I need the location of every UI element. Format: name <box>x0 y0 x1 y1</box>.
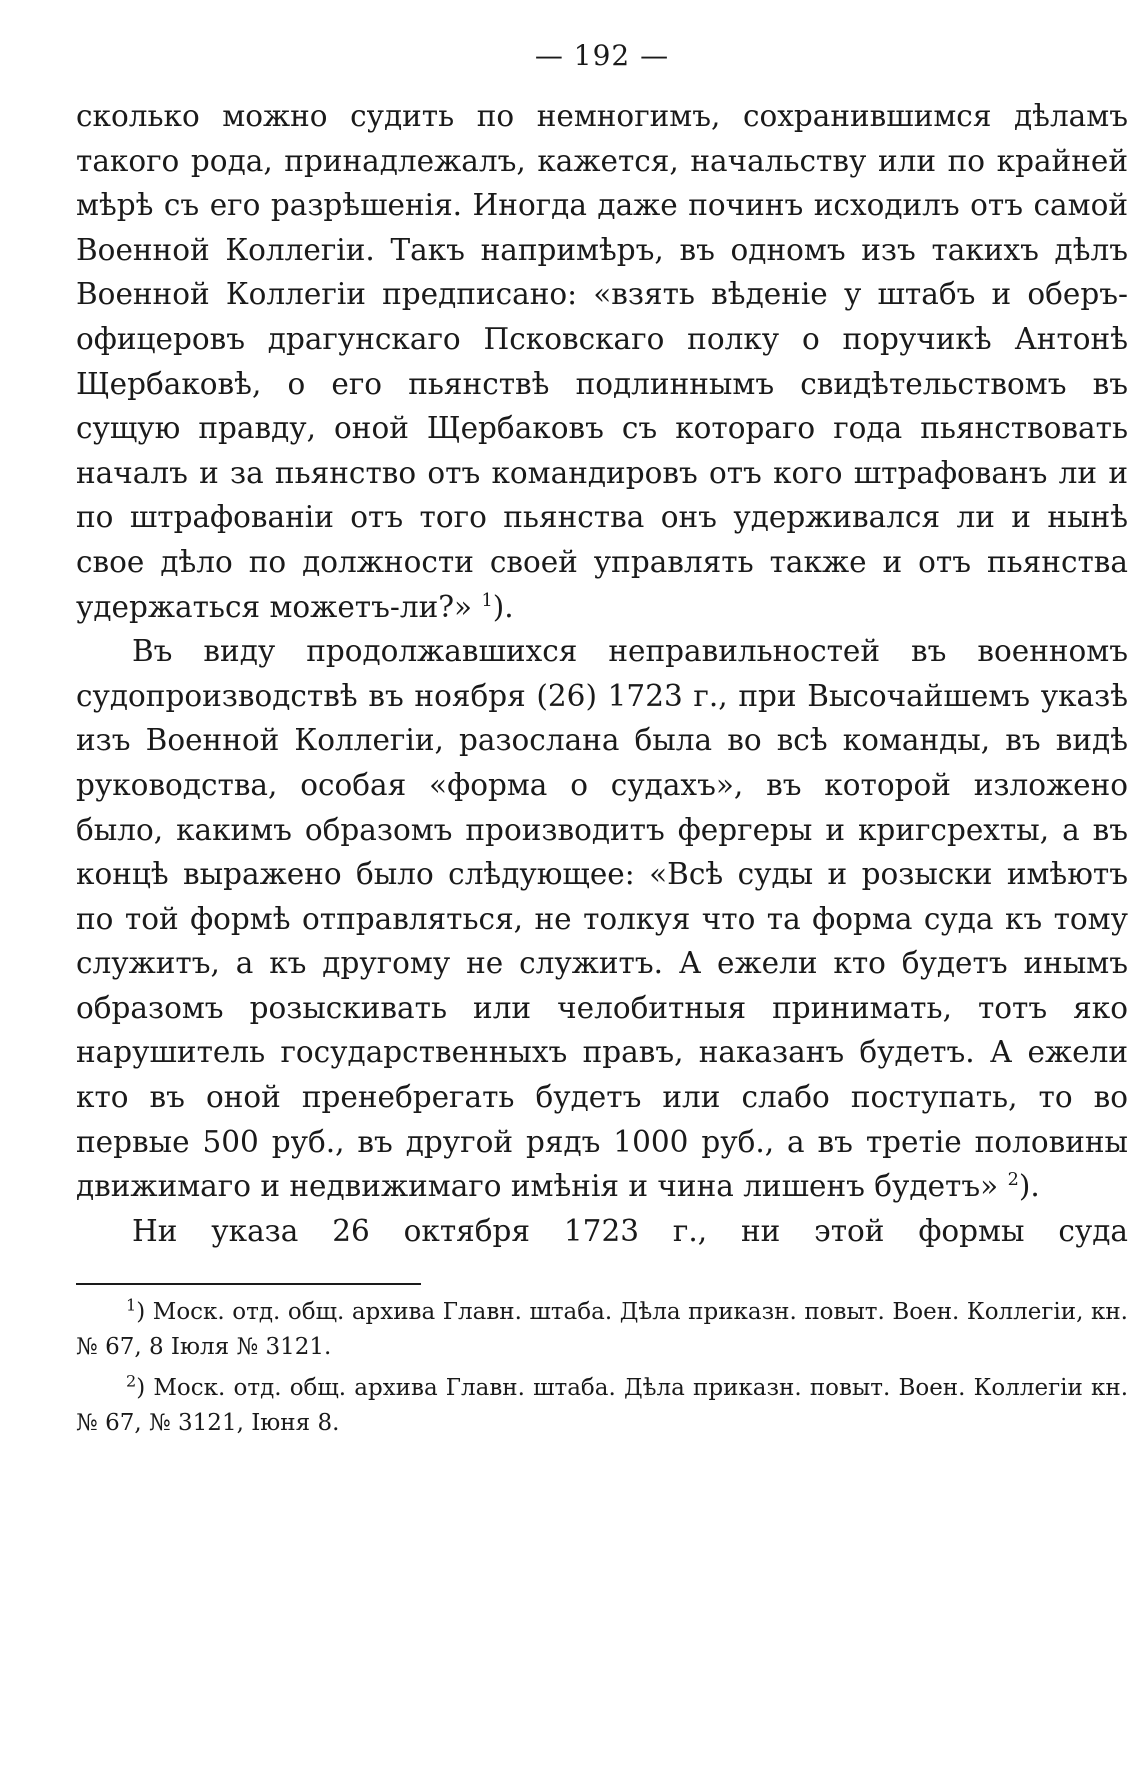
footnote-1-text: ) Моск. отд. общ. архива Главн. штаба. Дѣла приказн. повыт. Воен. Коллегіи, кн. № 67, 8 Іюля № 3121. <box>76 1299 1128 1361</box>
paragraph-1-text: сколько можно судить по немногимъ, сохранившимся дѣламъ такого рода, принадлежалъ, кажется, начальству или по крайней мѣрѣ съ его разрѣшенія. Иногда даже починъ исходилъ отъ самой Военной Коллегіи. Такъ напримѣръ, въ одномъ изъ такихъ дѣлъ Военной Коллегіи предписано: «взять вѣденіе у штабъ и оберъ-офицеровъ драгунскаго Псковскаго полку о поручикѣ Антонѣ Щербаковѣ, о его пьянствѣ подлиннымъ свидѣтельствомъ въ сущую правду, оной Щербаковъ съ котораго года пьянствовать началъ и за пьянство отъ командировъ отъ кого штрафованъ ли и по штрафованіи отъ того пьянства онъ удерживался ли и нынѣ свое дѣло по должности своей управлять также и отъ пьянства удержаться можетъ-ли?» <box>76 99 1128 624</box>
paragraph-1 <box>76 94 1128 629</box>
footnote-ref-2: 2 <box>1007 1170 1019 1191</box>
footnotes <box>76 1295 1128 1441</box>
paragraph-3-text: Ни указа 26 октября 1723 г., ни этой формы суда <box>132 1213 1128 1248</box>
footnote-ref-1: 1 <box>481 590 493 611</box>
footnote-2-text: ) Моск. отд. общ. архива Главн. штаба. Дѣла приказн. повыт. Воен. Коллегіи кн. № 67, № 3121, Іюня 8. <box>76 1375 1128 1437</box>
paragraph-3 <box>76 1209 1128 1254</box>
body-text <box>76 94 1128 1253</box>
paragraph-2-text: Въ виду продолжавшихся неправильностей въ военномъ судопроизводствѣ въ ноября (26) 1723 г., при Высочайшемъ указѣ изъ Военной Коллегіи, разослана была во всѣ команды, въ видѣ руководства, особая «форма о судахъ», въ которой изложено было, какимъ образомъ производитъ фергеры и кригсрехты, а въ концѣ выражено было слѣдующее: «Всѣ суды и розыски имѣютъ по той формѣ отправляться, не толкуя что та форма суда къ тому служитъ, а къ другому не служитъ. А ежели кто будетъ инымъ образомъ розыскивать или челобитныя принимать, тотъ яко нарушитель государственныхъ правъ, наказанъ будетъ. А ежели кто въ оной пренебрегать будетъ или слабо поступать, то во первые 500 руб., въ другой рядъ 1000 руб., а въ третіе половины движимаго и недвижимаго имѣнія и чина лишенъ будетъ» <box>76 634 1128 1204</box>
paragraph-2-tail: ). <box>1018 1169 1040 1204</box>
page-number: — 192 — <box>534 39 670 72</box>
footnote-divider <box>76 1283 421 1285</box>
footnote-1-mark: 1 <box>126 1295 137 1315</box>
footnote-2 <box>76 1371 1128 1441</box>
footnote-2-mark: 2 <box>126 1371 137 1391</box>
paragraph-1-tail: ). <box>492 589 514 624</box>
document-page <box>76 36 1128 1736</box>
paragraph-2 <box>76 629 1128 1209</box>
footnote-1 <box>76 1295 1128 1365</box>
